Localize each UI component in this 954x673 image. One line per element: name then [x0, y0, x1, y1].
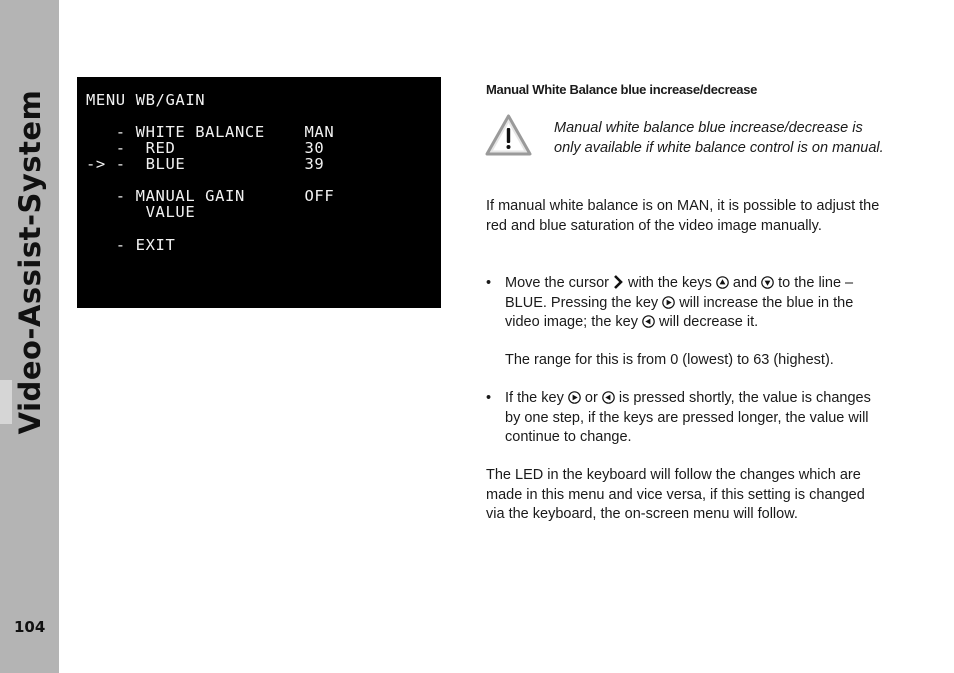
bullet2-text-3: is pressed shortly, the value is changes by one step, if the keys are pressed longer, the value will continue to change. — [505, 390, 871, 445]
warning-note: Manual white balance blue increase/decrease is only available if white balance control is on manual. — [554, 120, 884, 156]
sidebar — [0, 0, 59, 673]
closing-paragraph: The LED in the keyboard will follow the changes which are made in this menu and vice versa, if this setting is changed via the keyboard, the on-screen menu will follow. — [486, 467, 865, 522]
osd-line-exit: - EXIT — [86, 236, 176, 254]
osd-line-title: MENU WB/GAIN — [86, 91, 206, 109]
bullet1-text-6: will decrease it. — [655, 314, 759, 330]
osd-line-red: - RED 30 — [86, 139, 325, 157]
bullet1-text-1: Move the cursor — [505, 275, 613, 291]
bullet2-text-2: or — [580, 390, 602, 406]
osd-line-white-balance: - WHITE BALANCE MAN — [86, 123, 335, 141]
bullet1-text-3: and — [728, 275, 762, 291]
bullet1-text-5: will increase the blue in the video image; the key — [505, 294, 854, 330]
sidebar-title: Video-Assist-System — [13, 89, 47, 435]
osd-line-manual-gain: - MANUAL GAIN OFF — [86, 187, 335, 205]
up-key-icon — [716, 276, 729, 289]
bullet1-text-4: to the line – BLUE. Pressing the key — [505, 275, 854, 311]
left-key-icon — [602, 391, 615, 404]
bullet2-text-1: If the key — [505, 390, 568, 406]
range-note: The range for this is from 0 (lowest) to 63 (highest). — [505, 352, 834, 368]
osd-line-value: VALUE — [86, 203, 196, 221]
bullet1-text-2: with the keys — [624, 275, 716, 291]
left-key-icon — [642, 315, 655, 328]
osd-line-blue: -> - BLUE 39 — [86, 155, 325, 173]
bullet-marker-1: • — [486, 275, 492, 291]
intro-paragraph: If manual white balance is on MAN, it is possible to adjust the red and blue saturation of the video image manually. — [486, 198, 880, 234]
section-heading: Manual White Balance blue increase/decrease — [486, 82, 758, 97]
bullet-cursor-keys — [505, 274, 890, 333]
cursor-arrow-icon — [613, 275, 624, 289]
down-key-icon — [761, 276, 774, 289]
right-key-icon — [568, 391, 581, 404]
bullet-key-press — [505, 389, 890, 448]
osd-menu-screen — [77, 77, 441, 308]
warning-triangle-icon — [485, 114, 532, 157]
page-number: 104 — [14, 618, 46, 636]
sidebar-tab-marker — [0, 380, 12, 424]
right-key-icon — [662, 296, 675, 309]
bullet-marker-2: • — [486, 390, 492, 406]
